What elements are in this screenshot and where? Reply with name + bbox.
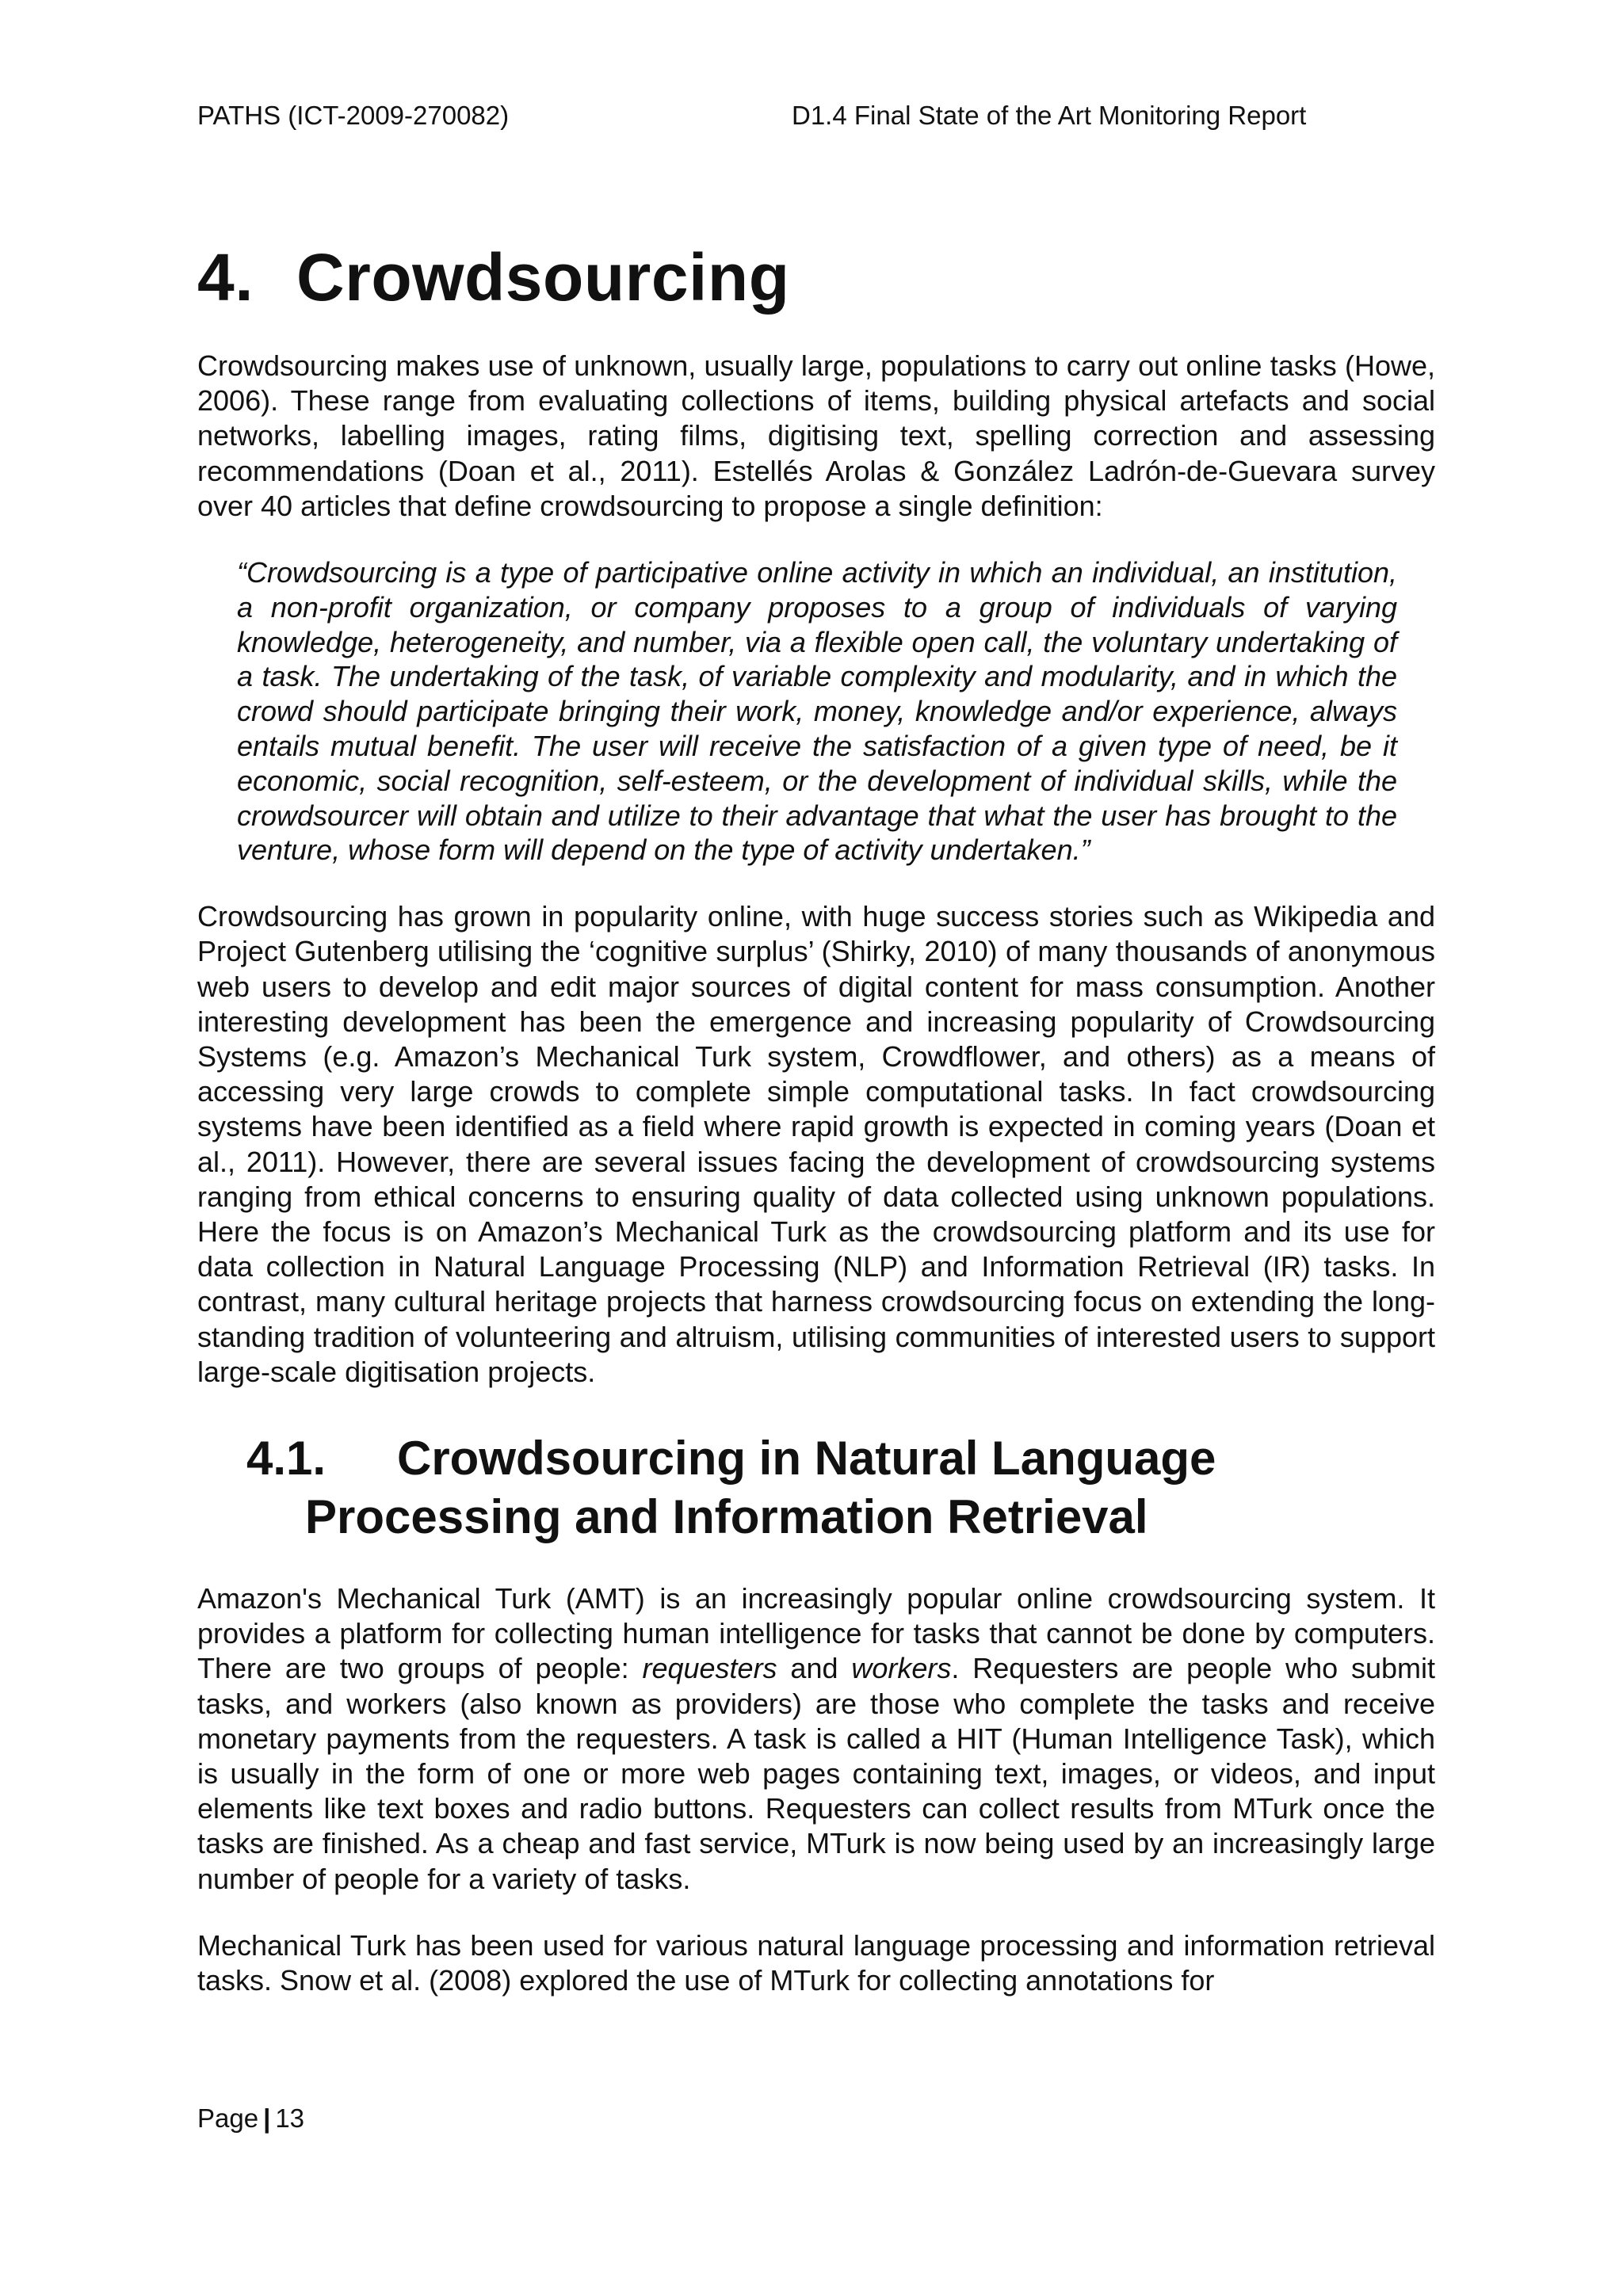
workers-term: workers: [851, 1652, 952, 1685]
intro-paragraph: Crowdsourcing makes use of unknown, usually large, populations to carry out online tasks (Howe, 2006). These range from evaluating collections of items, building physical artefacts and social networks, labelling images, rating films, digitising text, spelling correction and assessing recommendations (Doan et al., 2011). Estellés Arolas & González Ladrón-de-Guevara survey over 40 articles that define crowdsourcing to propose a single definition:: [197, 349, 1435, 522]
mturk-nlp-paragraph: Mechanical Turk has been used for various natural language processing and information retrieval tasks. Snow et al. (2008) explored the use of MTurk for collecting annotations for: [197, 1928, 1435, 1997]
amt-text-start: Amazon's Mechanical Turk (AMT) is an increasingly popular online crowdsourcing system. It provides a platform for collecting human intelligence for tasks that cannot be done by computers. There are two groups of people:: [197, 1582, 1435, 1685]
definition-quote: “Crowdsourcing is a type of participative online activity in which an individual, an institution, a non-profit organization, or company proposes to a group of individuals of varying knowledge, heterogeneity, and number, via a flexible open call, the voluntary undertaking of a task. The undertaking of the task, of variable complexity and modularity, and in which the crowd should participate bringing their work, money, knowledge and/or experience, always entails mutual benefit. The user will receive the satisfaction of a given type of need, be it economic, social recognition, self-esteem, or the development of individual skills, while the crowdsourcer will obtain and utilize to their advantage that what the user has brought to the venture, whose form will depend on the type of activity undertaken.”: [237, 556, 1397, 867]
section-title-line1: Crowdsourcing in Natural Language: [397, 1432, 1216, 1486]
page-content: [197, 238, 1435, 1998]
amt-text-end: . Requesters are people who submit tasks, and workers (also known as providers) are those who complete the tasks and receive monetary payments from the requesters. A task is called a HIT (Human Intelligence Task), which is usually in the form of one or more web pages containing text, images, or videos, and input elements like text boxes and radio buttons. Requesters can collect results from MTurk once the tasks are finished. As a cheap and fast service, MTurk is now being used by an increasingly large number of people for a variety of tasks.: [197, 1652, 1435, 1895]
header-project-id: PATHS (ICT-2009-270082): [197, 101, 510, 130]
section-heading: [246, 1429, 1435, 1547]
running-header: [197, 98, 1338, 133]
amt-paragraph: [197, 1581, 1435, 1897]
amt-text-and: and: [777, 1652, 852, 1685]
section-title-line2: Processing and Information Retrieval: [305, 1490, 1148, 1544]
header-report-title: D1.4 Final State of the Art Monitoring Report: [792, 101, 1307, 130]
page-label: Page: [197, 2103, 259, 2133]
page-number: 13: [275, 2103, 305, 2133]
chapter-number: 4.: [197, 240, 254, 315]
chapter-title: Crowdsourcing: [296, 240, 790, 315]
chapter-heading: [197, 238, 1435, 317]
growth-paragraph: Crowdsourcing has grown in popularity online, with huge success stories such as Wikipedia and Project Gutenberg utilising the ‘cognitive surplus’ (Shirky, 2010) of many thousands of anonymous web users to develop and edit major sources of digital content for mass consumption. Another interesting development has been the emergence and increasing popularity of Crowdsourcing Systems (e.g. Amazon’s Mechanical Turk system, Crowdflower, and others) as a means of accessing very large crowds to complete simple computational tasks. In fact crowdsourcing systems have been identified as a field where rapid growth is expected in coming years (Doan et al., 2011). However, there are several issues facing the development of crowdsourcing systems ranging from ethical concerns to ensuring quality of data collected using unknown populations. Here the focus is on Amazon’s Mechanical Turk as the crowdsourcing platform and its use for data collection in Natural Language Processing (NLP) and Information Retrieval (IR) tasks. In contrast, many cultural heritage projects that harness crowdsourcing focus on extending the long-standing tradition of volunteering and altruism, utilising communities of interested users to support large-scale digitisation projects.: [197, 900, 1435, 1388]
requesters-term: requesters: [642, 1652, 777, 1685]
section-number: 4.1.: [246, 1432, 327, 1486]
page-footer: [197, 2101, 304, 2136]
page-separator: |: [263, 2103, 271, 2133]
